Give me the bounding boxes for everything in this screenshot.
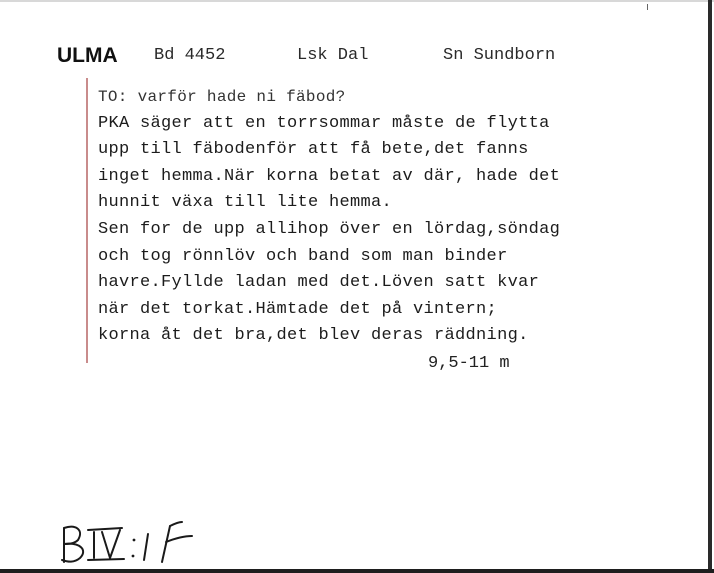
record-date: 9,5-11 m	[428, 354, 510, 373]
text-line: upp till fäbodenför att få bete,det fanns	[98, 140, 529, 160]
archive-label: ULMA	[57, 44, 118, 67]
card-bottom-edge	[0, 569, 714, 573]
card-top-edge	[0, 0, 714, 2]
county-label: Lsk Dal	[297, 46, 369, 65]
parish-label: Sn Sundborn	[443, 46, 556, 65]
text-line: Sen for de upp allihop över en lördag,söndag	[98, 219, 561, 239]
card-body-text	[98, 84, 698, 350]
text-line: och tog rönnlöv och band som man binder	[98, 246, 508, 266]
handwritten-signature	[58, 518, 208, 566]
margin-rule	[86, 78, 88, 363]
card-right-edge	[708, 0, 712, 573]
card-header	[57, 43, 617, 73]
text-line: TO: varför hade ni fäbod?	[98, 88, 346, 106]
record-number: Bd 4452	[154, 46, 226, 65]
text-line: korna åt det bra,det blev deras räddning.	[98, 326, 529, 346]
text-line: hunnit växa till lite hemma.	[98, 193, 393, 213]
text-line: havre.Fyllde ladan med det.Löven satt kvar	[98, 273, 540, 293]
corner-tick-mark	[647, 4, 648, 10]
text-line: inget hemma.När korna betat av där, hade det	[98, 166, 561, 186]
text-line: när det torkat.Hämtade det på vintern;	[98, 299, 498, 319]
text-line: PKA säger att en torrsommar måste de flytta	[98, 113, 550, 133]
